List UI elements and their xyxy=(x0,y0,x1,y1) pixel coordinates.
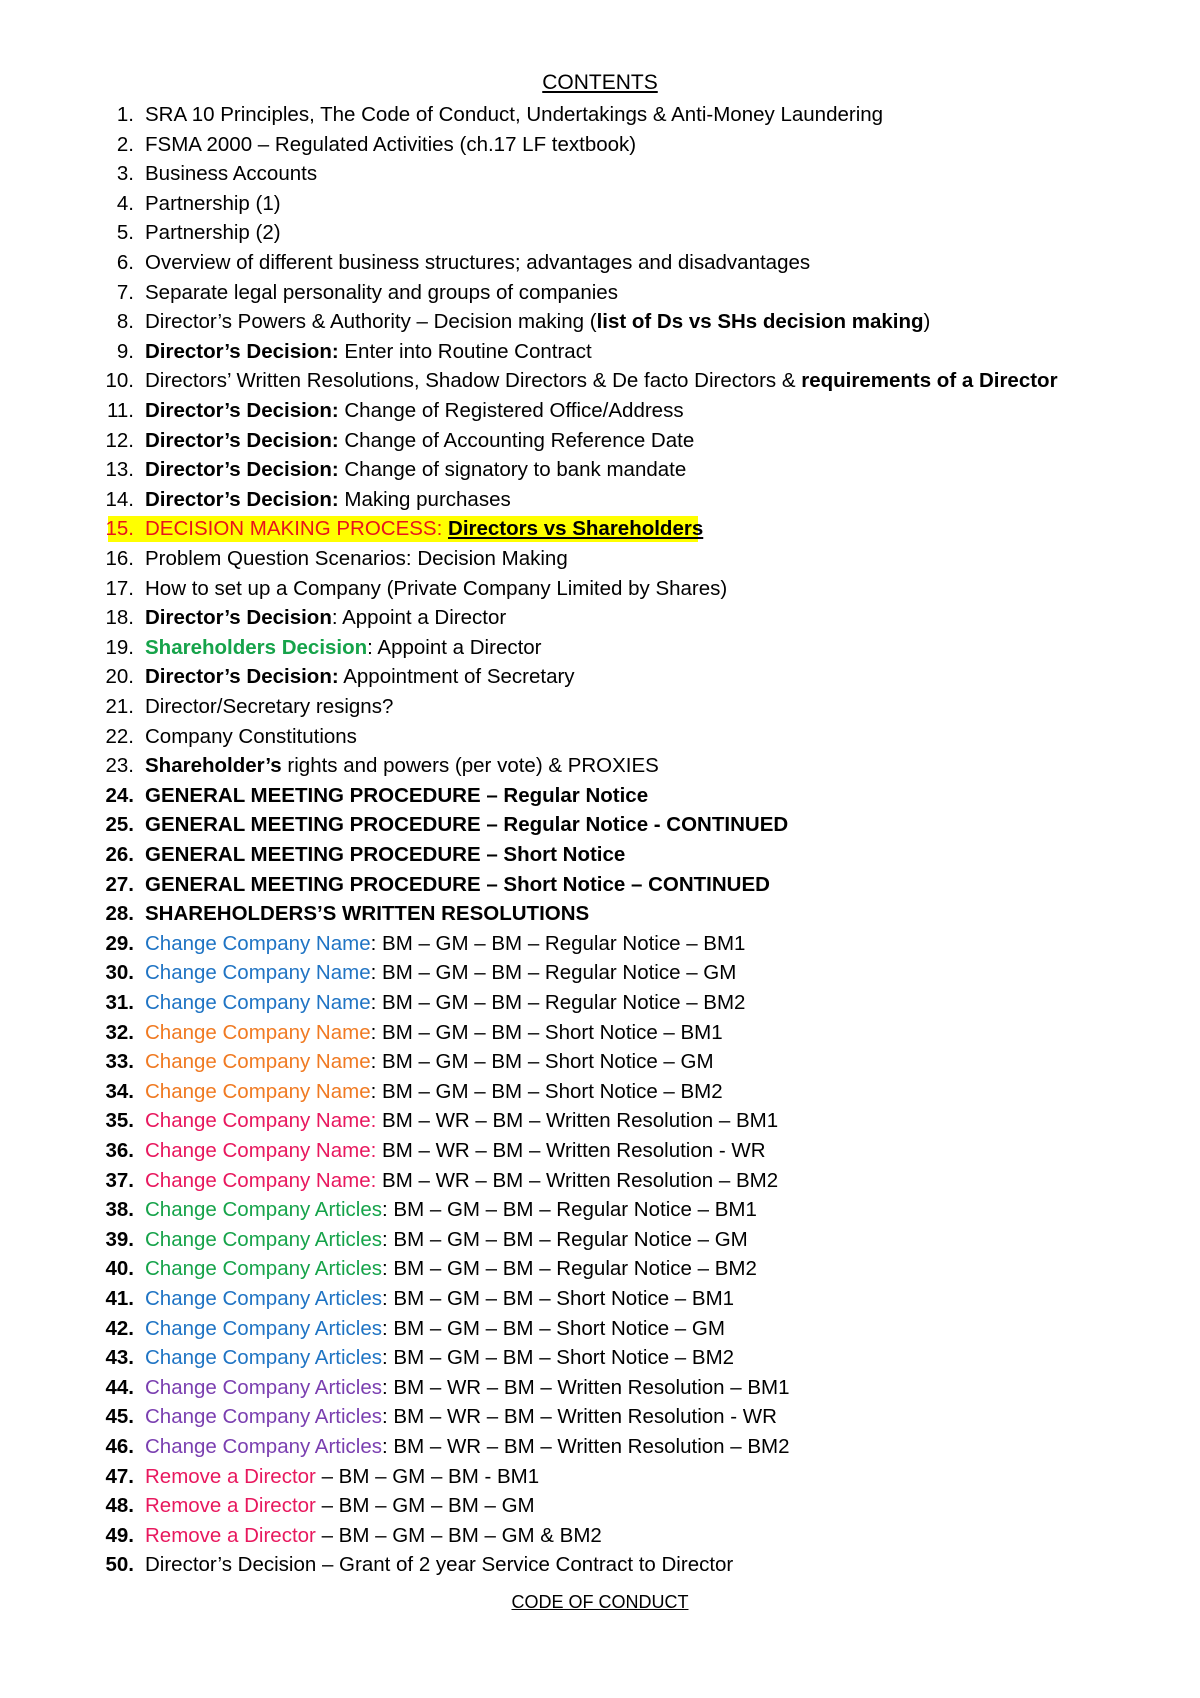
item-text-segment: Partnership (1) xyxy=(145,191,281,215)
item-text-segment: SHAREHOLDERS’S WRITTEN RESOLUTIONS xyxy=(145,902,590,926)
item-number: 17. xyxy=(105,576,134,600)
item-number: 27. xyxy=(105,872,134,896)
item-text-segment: GENERAL MEETING PROCEDURE – Regular Notice xyxy=(145,783,649,807)
item-text xyxy=(145,278,618,308)
contents-item-line xyxy=(0,514,1200,544)
item-text-segment: Problem Question Scenarios: Decision Making xyxy=(145,547,568,570)
contents-item-line xyxy=(0,958,1200,988)
item-number: 32. xyxy=(105,1020,134,1044)
item-text-segment: Director’s Decision: xyxy=(145,339,339,363)
contents-item-line xyxy=(0,840,1200,870)
item-text-segment: Change Company Articles xyxy=(145,1287,383,1310)
item-text xyxy=(145,574,727,604)
item-text-segment: Directors’ Written Resolutions, Shadow Directors & De facto Directors & xyxy=(145,369,802,393)
item-text xyxy=(145,958,736,988)
item-text xyxy=(145,100,883,130)
contents-item-line xyxy=(0,574,1200,604)
item-number: 9. xyxy=(116,339,134,363)
contents-item-line xyxy=(0,1314,1200,1344)
item-number: 42. xyxy=(105,1316,134,1340)
contents-item-line xyxy=(0,1047,1200,1077)
item-text xyxy=(145,692,393,722)
item-text xyxy=(145,1314,725,1344)
item-text-segment: : BM – GM – BM – Regular Notice – BM2 xyxy=(382,1257,757,1281)
item-text-segment: Change Company Name: xyxy=(145,1139,377,1162)
item-text-segment: Overview of different business structures; advantages and disadvantages xyxy=(145,251,811,274)
item-text xyxy=(145,1343,734,1373)
contents-item-line xyxy=(0,100,1200,130)
item-text-segment: Directors vs Shareholders xyxy=(448,517,704,541)
item-text xyxy=(145,722,357,752)
contents-item-line xyxy=(0,603,1200,633)
contents-item-line xyxy=(0,781,1200,811)
item-text xyxy=(145,751,659,781)
item-text xyxy=(145,514,703,544)
contents-item-line xyxy=(0,1166,1200,1196)
item-text-segment: Change Company Articles xyxy=(145,1435,383,1458)
item-text-segment: Making purchases xyxy=(338,487,511,511)
contents-item-line xyxy=(0,1225,1200,1255)
item-text-segment: Business Accounts xyxy=(145,162,318,186)
item-text-segment: Change Company Articles xyxy=(145,1346,383,1370)
contents-item-line xyxy=(0,1018,1200,1048)
item-text xyxy=(145,1402,777,1432)
contents-item-line xyxy=(0,130,1200,160)
item-number: 49. xyxy=(105,1523,134,1547)
item-text-segment: ) xyxy=(923,310,931,334)
item-text-segment: : BM – GM – BM – Short Notice – BM2 xyxy=(370,1079,723,1103)
item-text-segment: GENERAL MEETING PROCEDURE – Short Notice xyxy=(145,843,626,866)
contents-item-line xyxy=(0,218,1200,248)
item-text-segment: Change Company Name xyxy=(145,991,371,1014)
item-number: 11. xyxy=(107,399,134,422)
contents-item-line xyxy=(0,1432,1200,1462)
item-text xyxy=(145,662,575,692)
item-text xyxy=(145,1491,535,1521)
item-text-segment: – BM – GM – BM – GM xyxy=(315,1494,535,1518)
item-text-segment: Change Company Articles xyxy=(145,1257,383,1281)
item-number: 7. xyxy=(116,280,134,304)
item-text xyxy=(145,810,788,840)
item-text-segment: Change Company Articles xyxy=(145,1375,383,1399)
item-number: 28. xyxy=(105,902,134,926)
contents-item-line xyxy=(0,1491,1200,1521)
item-text xyxy=(145,130,636,160)
item-number: 1. xyxy=(116,103,134,126)
item-number: 15. xyxy=(105,517,134,541)
item-number: 8. xyxy=(116,310,134,334)
item-text-segment: : BM – WR – BM – Written Resolution – BM1 xyxy=(382,1375,790,1399)
contents-item-line xyxy=(0,692,1200,722)
contents-item-line xyxy=(0,248,1200,278)
item-text xyxy=(145,1077,723,1107)
item-text-segment: Change Company Name: xyxy=(145,1109,377,1133)
contents-item-line xyxy=(0,307,1200,337)
item-text xyxy=(145,1432,790,1462)
item-text xyxy=(145,1106,778,1136)
contents-item-line xyxy=(0,899,1200,929)
item-text-segment: Director’s Powers & Authority – Decision making ( xyxy=(145,310,597,334)
item-number: 20. xyxy=(105,665,134,689)
item-text-segment: Change Company Name xyxy=(145,961,371,985)
contents-item-line xyxy=(0,988,1200,1018)
item-text-segment: : BM – GM – BM – Short Notice – GM xyxy=(382,1316,725,1340)
item-text xyxy=(145,603,506,633)
item-text xyxy=(145,1284,734,1314)
item-text-segment: Change Company Name xyxy=(145,1020,371,1044)
contents-item-line xyxy=(0,1462,1200,1492)
item-number: 40. xyxy=(105,1257,134,1281)
item-number: 25. xyxy=(105,813,134,837)
contents-item-line xyxy=(0,662,1200,692)
item-number: 26. xyxy=(105,843,134,866)
item-text-segment: Director’s Decision xyxy=(145,606,332,630)
item-text-segment: Change Company Name xyxy=(145,1079,371,1103)
item-text-segment: Director’s Decision: xyxy=(145,487,339,511)
item-text xyxy=(145,1018,723,1048)
item-text-segment: Change of signatory to bank mandate xyxy=(338,458,687,482)
item-text xyxy=(145,366,1058,396)
item-text-segment: list of Ds vs SHs decision making xyxy=(596,310,924,334)
item-text xyxy=(145,1550,733,1580)
item-number: 45. xyxy=(105,1405,134,1429)
item-number: 14. xyxy=(105,487,134,511)
item-number: 19. xyxy=(105,635,134,659)
item-text-segment: : BM – WR – BM – Written Resolution – BM2 xyxy=(382,1435,790,1458)
item-text-segment: Separate legal personality and groups of companies xyxy=(145,280,618,304)
item-number: 13. xyxy=(105,458,134,482)
contents-item-line xyxy=(0,810,1200,840)
item-text-segment: Remove a Director xyxy=(145,1523,316,1547)
contents-item-line xyxy=(0,1550,1200,1580)
item-number: 39. xyxy=(105,1227,134,1251)
item-number: 29. xyxy=(105,931,134,955)
item-number: 3. xyxy=(116,162,134,186)
item-number: 44. xyxy=(105,1375,134,1399)
item-text-segment: Director’s Decision: xyxy=(145,428,339,452)
item-text xyxy=(145,307,930,337)
contents-item-line xyxy=(0,1343,1200,1373)
contents-item-line xyxy=(0,1402,1200,1432)
item-number: 38. xyxy=(105,1198,134,1222)
item-text-segment: FSMA 2000 – Regulated Activities (ch.17 LF textbook) xyxy=(145,132,637,156)
item-text-segment: Change Company Name xyxy=(145,931,371,955)
item-number: 41. xyxy=(105,1287,134,1310)
contents-item-line xyxy=(0,751,1200,781)
contents-item-line xyxy=(0,485,1200,515)
contents-item-line xyxy=(0,366,1200,396)
item-number: 36. xyxy=(105,1139,134,1162)
item-text xyxy=(145,1373,790,1403)
item-text-segment: : Appoint a Director xyxy=(367,635,542,659)
contents-item-line xyxy=(0,426,1200,456)
item-number: 16. xyxy=(105,547,134,570)
item-text-segment: Change Company Articles xyxy=(145,1198,383,1222)
item-text xyxy=(145,544,568,574)
item-number: 37. xyxy=(105,1168,134,1192)
item-text-segment: – BM – GM – BM - BM1 xyxy=(315,1464,540,1488)
item-text-segment: Director’s Decision – Grant of 2 year Service Contract to Director xyxy=(145,1553,734,1577)
item-text xyxy=(145,1521,602,1551)
contents-item-line xyxy=(0,1106,1200,1136)
item-text-segment: Director’s Decision: xyxy=(145,665,339,689)
section-heading-code-of-conduct: CODE OF CONDUCT xyxy=(511,1592,689,1612)
item-text-segment: BM – WR – BM – Written Resolution – BM2 xyxy=(376,1168,779,1192)
item-number: 4. xyxy=(116,191,134,215)
item-text xyxy=(145,189,281,219)
contents-item-line xyxy=(0,1521,1200,1551)
item-text-segment: Shareholder’s xyxy=(145,754,282,778)
item-text-segment: Partnership (2) xyxy=(145,221,281,245)
item-text xyxy=(145,485,511,515)
item-number: 21. xyxy=(105,695,134,718)
item-text xyxy=(145,899,589,929)
item-text-segment: SRA 10 Principles, The Code of Conduct, Undertakings & Anti-Money Laundering xyxy=(145,103,884,126)
item-text-segment: rights and powers (per vote) & PROXIES xyxy=(281,754,659,778)
item-text-segment: Change of Accounting Reference Date xyxy=(338,428,695,452)
item-text-segment: Change of Registered Office/Address xyxy=(338,399,684,422)
item-text xyxy=(145,455,686,485)
item-text-segment: : BM – GM – BM – Short Notice – GM xyxy=(370,1050,714,1074)
item-text-segment: Change Company Articles xyxy=(145,1316,383,1340)
contents-item-line xyxy=(0,1195,1200,1225)
item-text-segment: : BM – GM – BM – Regular Notice – BM2 xyxy=(370,991,746,1014)
item-text xyxy=(145,929,745,959)
item-number: 10. xyxy=(105,369,134,393)
contents-item-line xyxy=(0,1077,1200,1107)
contents-item-line xyxy=(0,1284,1200,1314)
item-text-segment: : BM – GM – BM – Short Notice – BM1 xyxy=(382,1287,735,1310)
contents-item-line xyxy=(0,929,1200,959)
item-number: 31. xyxy=(105,991,134,1014)
item-text-segment: : BM – GM – BM – Regular Notice – GM xyxy=(382,1227,748,1251)
item-text-segment: Remove a Director xyxy=(145,1464,316,1488)
page-title: CONTENTS xyxy=(542,71,658,94)
contents-item-line xyxy=(0,1136,1200,1166)
item-text-segment: Appointment of Secretary xyxy=(338,665,575,689)
contents-item-line xyxy=(0,544,1200,574)
item-text xyxy=(145,218,281,248)
item-text xyxy=(145,1462,539,1492)
item-text-segment: BM – WR – BM – Written Resolution - WR xyxy=(376,1139,766,1162)
item-text-segment: Remove a Director xyxy=(145,1494,316,1518)
item-text xyxy=(145,633,542,663)
item-text-segment: : BM – GM – BM – Regular Notice – BM1 xyxy=(382,1198,757,1222)
contents-item-line xyxy=(0,1254,1200,1284)
item-text xyxy=(145,781,648,811)
item-text xyxy=(145,396,684,426)
item-number: 6. xyxy=(116,251,134,274)
item-text-segment: : Appoint a Director xyxy=(331,606,507,630)
item-text xyxy=(145,1254,757,1284)
item-text-segment: – BM – GM – BM – GM & BM2 xyxy=(315,1523,602,1547)
item-text-segment: : BM – WR – BM – Written Resolution - WR xyxy=(382,1405,777,1429)
item-text xyxy=(145,1195,757,1225)
item-text-segment: Change Company Articles xyxy=(145,1227,383,1251)
item-number: 50. xyxy=(105,1553,134,1577)
item-number: 30. xyxy=(105,961,134,985)
item-number: 18. xyxy=(105,606,134,630)
item-number: 46. xyxy=(105,1435,134,1458)
item-text-segment: : BM – GM – BM – Short Notice – BM2 xyxy=(382,1346,735,1370)
item-text-segment: DECISION MAKING PROCESS: xyxy=(145,517,443,541)
contents-item-line xyxy=(0,396,1200,426)
item-number: 47. xyxy=(105,1464,134,1488)
contents-item-line xyxy=(0,159,1200,189)
item-number: 35. xyxy=(105,1109,134,1133)
item-text xyxy=(145,426,694,456)
item-number: 24. xyxy=(105,783,134,807)
item-text xyxy=(145,248,810,278)
item-text xyxy=(145,1136,766,1166)
item-text xyxy=(145,159,317,189)
item-text xyxy=(145,870,770,900)
item-number: 33. xyxy=(105,1050,134,1074)
item-text-segment: GENERAL MEETING PROCEDURE – Regular Notice - CONTINUED xyxy=(145,813,789,837)
item-text xyxy=(145,840,625,870)
item-text-segment: Company Constitutions xyxy=(145,724,357,748)
item-text xyxy=(145,337,592,367)
item-text-segment: Director/Secretary resigns? xyxy=(145,695,394,718)
item-text-segment: Enter into Routine Contract xyxy=(338,339,592,363)
item-text-segment: Director’s Decision: xyxy=(145,399,339,422)
contents-item-line xyxy=(0,722,1200,752)
item-text xyxy=(145,1166,778,1196)
item-text-segment: Director’s Decision: xyxy=(145,458,339,482)
item-text xyxy=(145,1047,714,1077)
item-text-segment: requirements of a Director xyxy=(801,369,1058,393)
contents-item-line xyxy=(0,1373,1200,1403)
item-number: 12. xyxy=(105,428,134,452)
item-text-segment: Change Company Name: xyxy=(145,1168,377,1192)
item-text-segment: : BM – GM – BM – Regular Notice – GM xyxy=(370,961,737,985)
item-text-segment: : BM – GM – BM – Short Notice – BM1 xyxy=(370,1020,723,1044)
contents-item-line xyxy=(0,278,1200,308)
item-text xyxy=(145,1225,748,1255)
contents-item-line xyxy=(0,455,1200,485)
contents-item-line xyxy=(0,870,1200,900)
item-number: 5. xyxy=(116,221,134,245)
item-text-segment: Change Company Name xyxy=(145,1050,371,1074)
item-text-segment: Shareholders Decision xyxy=(145,635,368,659)
item-text-segment: How to set up a Company (Private Company Limited by Shares) xyxy=(145,576,728,600)
contents-item-line xyxy=(0,189,1200,219)
item-number: 34. xyxy=(105,1079,134,1103)
contents-item-line xyxy=(0,633,1200,663)
contents-item-line xyxy=(0,337,1200,367)
item-text-segment: BM – WR – BM – Written Resolution – BM1 xyxy=(376,1109,779,1133)
item-text-segment: : BM – GM – BM – Regular Notice – BM1 xyxy=(370,931,746,955)
item-number: 23. xyxy=(105,754,134,778)
item-text-segment: GENERAL MEETING PROCEDURE – Short Notice – CONTINUED xyxy=(145,872,770,896)
item-number: 43. xyxy=(105,1346,134,1370)
item-number: 48. xyxy=(105,1494,134,1518)
item-number: 2. xyxy=(116,132,134,156)
item-number: 22. xyxy=(105,724,134,748)
item-text xyxy=(145,988,745,1018)
item-text-segment: Change Company Articles xyxy=(145,1405,383,1429)
